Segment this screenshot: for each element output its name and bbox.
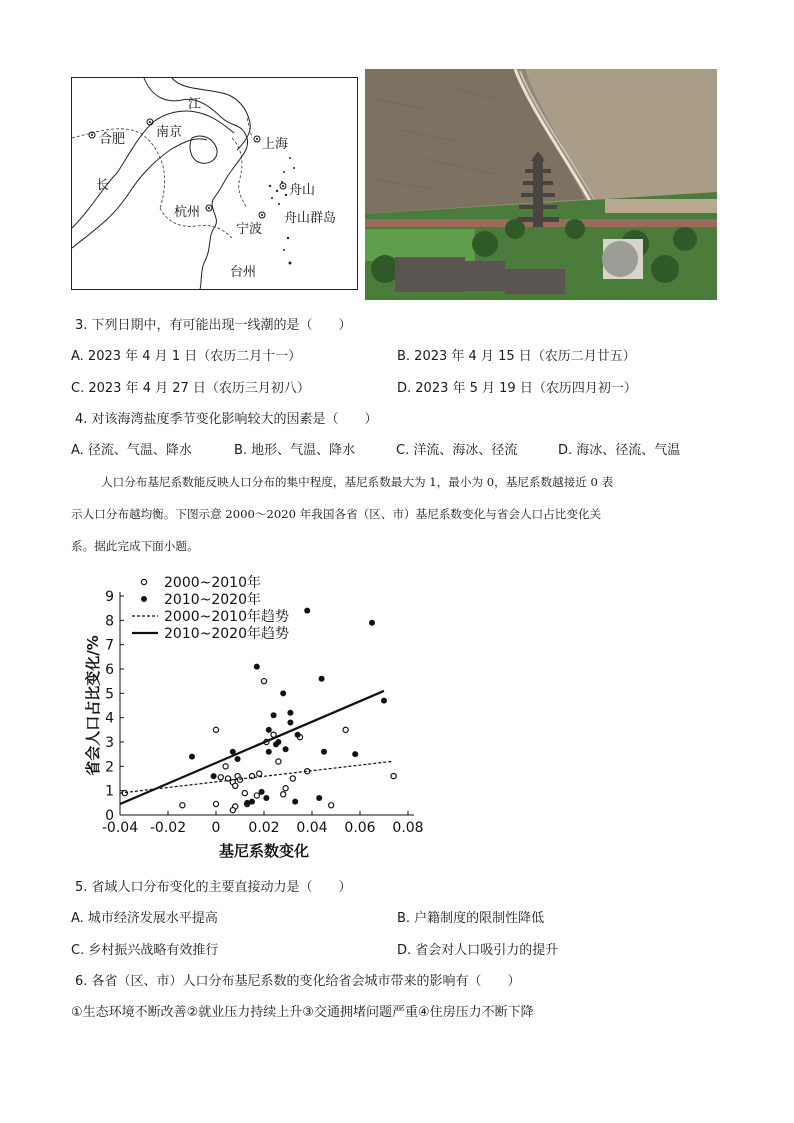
map-label-chang: 长 [96, 178, 110, 193]
trend-line-2000-2010 [120, 761, 391, 793]
point-2010-2020 [287, 720, 293, 726]
y-tick-label: 6 [105, 662, 114, 678]
y-tick-label: 5 [105, 686, 114, 703]
point-2000-2010 [213, 727, 218, 732]
material-line-3: 系。据此完成下面小题。 [71, 539, 199, 553]
map-label-shanghai: 上海 [262, 137, 289, 152]
point-2010-2020 [369, 620, 375, 626]
tidal-bore-illustration [365, 69, 717, 300]
point-2000-2010 [254, 793, 259, 798]
point-2000-2010 [230, 808, 235, 813]
trend-line-2010-2020 [120, 691, 384, 804]
legend-label: 2010~2020年趋势 [164, 626, 289, 642]
map-label-zhoushan: 舟山 [289, 183, 316, 198]
point-2010-2020 [304, 608, 310, 614]
x-tick-label: 0.06 [344, 820, 376, 836]
map-label-zhoushan-islands: 舟山群岛 [284, 211, 337, 226]
point-2000-2010 [276, 759, 281, 764]
map-label-nanjing: 南京 [156, 125, 183, 140]
material-line-1: 人口分布基尼系数能反映人口分布的集中程度，基尼系数最大为 1，最小为 0，基尼系数越接近 0 表 [101, 475, 614, 489]
question-4-option-c[interactable]: C. 洋流、海冰、径流 [396, 443, 518, 458]
question-3-option-b[interactable]: B. 2023 年 4 月 15 日（农历二月廿五） [397, 349, 636, 364]
point-2010-2020 [211, 773, 217, 779]
point-2010-2020 [266, 749, 272, 755]
point-2010-2020 [319, 676, 325, 682]
x-tick-label: 0.08 [392, 820, 424, 836]
question-3-option-d[interactable]: D. 2023 年 5 月 19 日（农历四月初一） [397, 381, 637, 396]
point-2000-2010 [242, 791, 247, 796]
x-tick-label: 0.04 [296, 820, 328, 836]
question-3-stem: 3. 下列日期中，有可能出现一线潮的是（ ） [75, 318, 352, 333]
point-2000-2010 [329, 803, 334, 808]
point-2010-2020 [259, 789, 265, 795]
map-label-hefei: 合肥 [99, 132, 126, 147]
question-5-stem: 5. 省域人口分布变化的主要直接动力是（ ） [75, 880, 352, 895]
question-5-option-b[interactable]: B. 户籍制度的限制性降低 [397, 911, 545, 926]
question-5-option-c[interactable]: C. 乡村振兴战略有效推行 [71, 943, 219, 958]
tidal-bore-photo [365, 69, 717, 300]
material-line-2: 示人口分布越均衡。下图示意 2000～2020 年我国各省（区、市）基尼系数变化与省会人口占比变化关 [71, 507, 602, 521]
point-2010-2020 [283, 746, 289, 752]
point-2000-2010 [237, 777, 242, 782]
point-2010-2020 [254, 664, 260, 670]
question-5-option-a[interactable]: A. 城市经济发展水平提高 [71, 911, 218, 926]
point-2010-2020 [189, 754, 195, 760]
question-4-stem: 4. 对该海湾盐度季节变化影响较大的因素是（ ） [75, 412, 378, 427]
map-label-hangzhou: 杭州 [174, 205, 201, 220]
question-4-option-b[interactable]: B. 地形、气温、降水 [234, 443, 356, 458]
y-tick-label: 4 [105, 710, 114, 727]
x-tick-label: 0.02 [248, 820, 280, 836]
scatter-chart [86, 574, 426, 864]
y-tick-label: 2 [105, 759, 114, 776]
map-label-taizhou: 台州 [230, 265, 257, 280]
scatter-chart-svg [86, 574, 426, 864]
question-6-items: ①生态环境不断改善②就业压力持续上升③交通拥堵问题严重④住房压力不断下降 [71, 1005, 534, 1020]
point-2010-2020 [280, 690, 286, 696]
point-2010-2020 [381, 698, 387, 704]
y-tick-label: 3 [105, 735, 114, 751]
chart-legend [132, 574, 289, 642]
question-3-option-a[interactable]: A. 2023 年 4 月 1 日（农历二月十一） [71, 349, 302, 364]
point-2010-2020 [287, 710, 293, 716]
x-tick-label: -0.04 [101, 820, 139, 836]
point-2000-2010 [180, 803, 185, 808]
point-2010-2020 [275, 739, 281, 745]
material-paragraph [71, 466, 723, 562]
question-6-stem: 6. 各省（区、市）人口分布基尼系数的变化给省会城市带来的影响有（ ） [75, 974, 521, 989]
point-2010-2020 [235, 756, 241, 762]
point-2010-2020 [352, 751, 358, 757]
map-label-ningbo: 宁波 [236, 222, 263, 237]
question-4-option-a[interactable]: A. 径流、气温、降水 [71, 443, 192, 458]
point-2000-2010 [391, 773, 396, 778]
trend-lines [120, 691, 391, 804]
point-2000-2010 [343, 727, 348, 732]
legend-marker-filled [141, 596, 147, 602]
point-2010-2020 [321, 749, 327, 755]
region-map [71, 77, 358, 290]
x-tick-label: 0 [211, 820, 221, 836]
y-tick-label: 1 [105, 783, 114, 800]
point-2010-2020 [271, 712, 277, 718]
y-axis-title: 省会人口占比变化/% [84, 635, 102, 776]
legend-label: 2010~2020年 [164, 592, 261, 608]
point-2010-2020 [295, 732, 301, 738]
point-2010-2020 [266, 727, 272, 733]
point-2000-2010 [213, 801, 218, 806]
legend-label: 2000~2010年趋势 [164, 609, 289, 625]
point-2010-2020 [263, 795, 269, 801]
point-2000-2010 [261, 679, 266, 684]
y-tick-label: 9 [105, 589, 114, 605]
x-axis-title: 基尼系数变化 [218, 842, 310, 860]
point-2000-2010 [281, 792, 286, 797]
y-tick-label: 8 [105, 613, 114, 630]
point-2000-2010 [223, 764, 228, 769]
point-2010-2020 [292, 799, 298, 805]
map-label-jiang: 江 [188, 97, 202, 112]
question-5-option-d[interactable]: D. 省会对人口吸引力的提升 [397, 943, 559, 958]
question-4-option-d[interactable]: D. 海冰、径流、气温 [558, 443, 681, 458]
point-2000-2010 [290, 776, 295, 781]
y-tick-label: 7 [105, 637, 114, 654]
point-2000-2010 [257, 771, 262, 776]
x-tick-label: -0.02 [149, 820, 187, 836]
question-3-option-c[interactable]: C. 2023 年 4 月 27 日（农历三月初八） [71, 381, 310, 396]
y-tick-label: 0 [105, 808, 114, 824]
point-2000-2010 [218, 775, 223, 780]
legend-label: 2000~2010年 [164, 575, 261, 591]
point-2010-2020 [316, 795, 322, 801]
point-2010-2020 [249, 799, 255, 805]
legend-marker-open [141, 579, 146, 584]
point-2000-2010 [233, 783, 238, 788]
point-2000-2010 [283, 786, 288, 791]
